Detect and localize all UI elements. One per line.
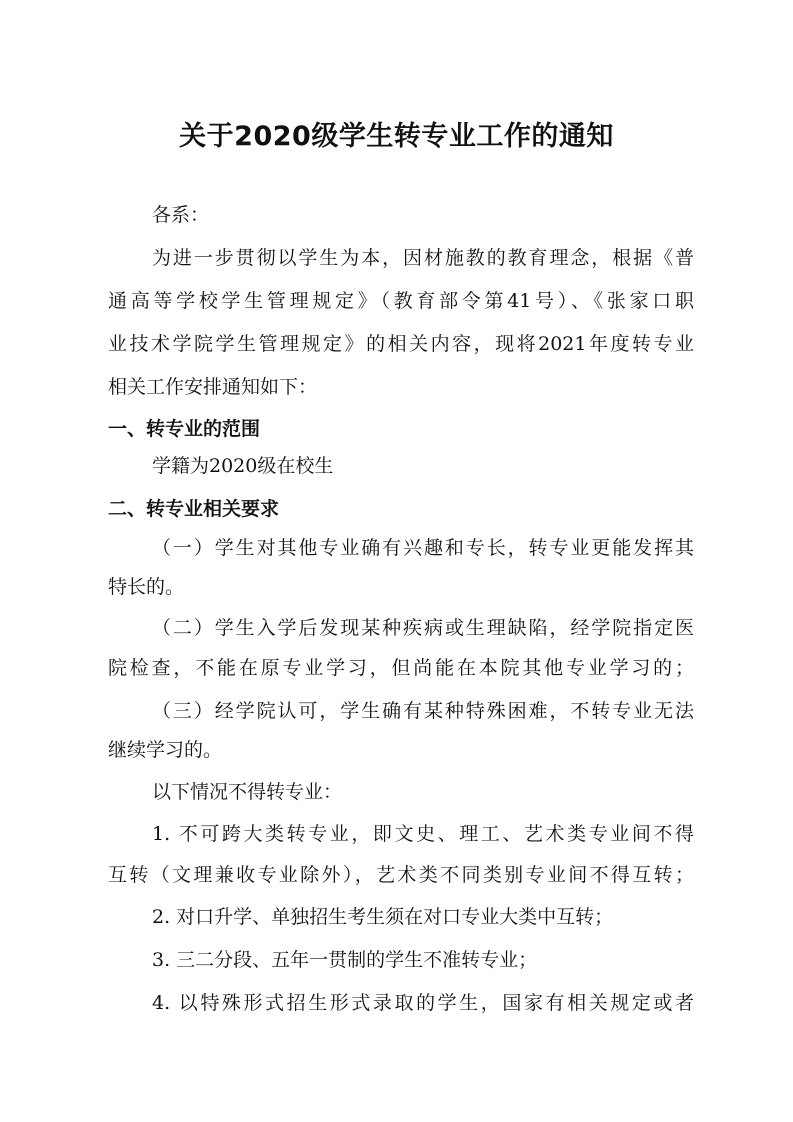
section-2-heading: 二、转专业相关要求 [108,498,280,520]
document-title: 关于2020级学生转专业工作的通知 [179,121,614,152]
exclusion-1-line-2: 互转（文理兼收专业除外），艺术类不同类别专业间不得互转； [108,864,694,886]
salutation: 各系： [152,204,210,226]
section-1-heading: 一、转专业的范围 [108,418,261,440]
intro-line-2: 通高等学校学生管理规定》（教育部令第41号）、《张家口职 [108,290,694,312]
requirement-3-line-2: 继续学习的。 [108,739,223,761]
section-1-body: 学籍为2020级在校生 [152,455,334,477]
intro-line-1: 为进一步贯彻以学生为本，因材施教的教育理念，根据《普 [152,247,694,269]
intro-line-4: 相关工作安排通知如下： [108,376,318,398]
exclusion-4: 4. 以特殊形式招生形式录取的学生，国家有相关规定或者 [152,992,694,1014]
exclusion-2: 2. 对口升学、单独招生考生须在对口专业大类中互转； [152,906,614,928]
exclusions-intro: 以下情况不得转专业： [152,781,343,803]
requirement-3-line-1: （三）经学院认可，学生确有某种特殊困难，不转专业无法 [152,700,694,722]
intro-line-3: 业技术学院学生管理规定》的相关内容，现将2021年度转专业 [108,333,694,355]
requirement-2-line-1: （二）学生入学后发现某种疾病或生理缺陷，经学院指定医 [152,617,694,639]
exclusion-1-line-1: 1. 不可跨大类转专业，即文史、理工、艺术类专业间不得 [152,823,694,845]
exclusion-3: 3. 三二分段、五年一贯制的学生不准转专业； [152,949,538,971]
requirement-1-line-2: 特长的。 [108,576,185,598]
requirement-2-line-2: 院检查，不能在原专业学习，但尚能在本院其他专业学习的； [108,657,694,679]
requirement-1-line-1: （一）学生对其他专业确有兴趣和专长，转专业更能发挥其 [152,537,694,559]
